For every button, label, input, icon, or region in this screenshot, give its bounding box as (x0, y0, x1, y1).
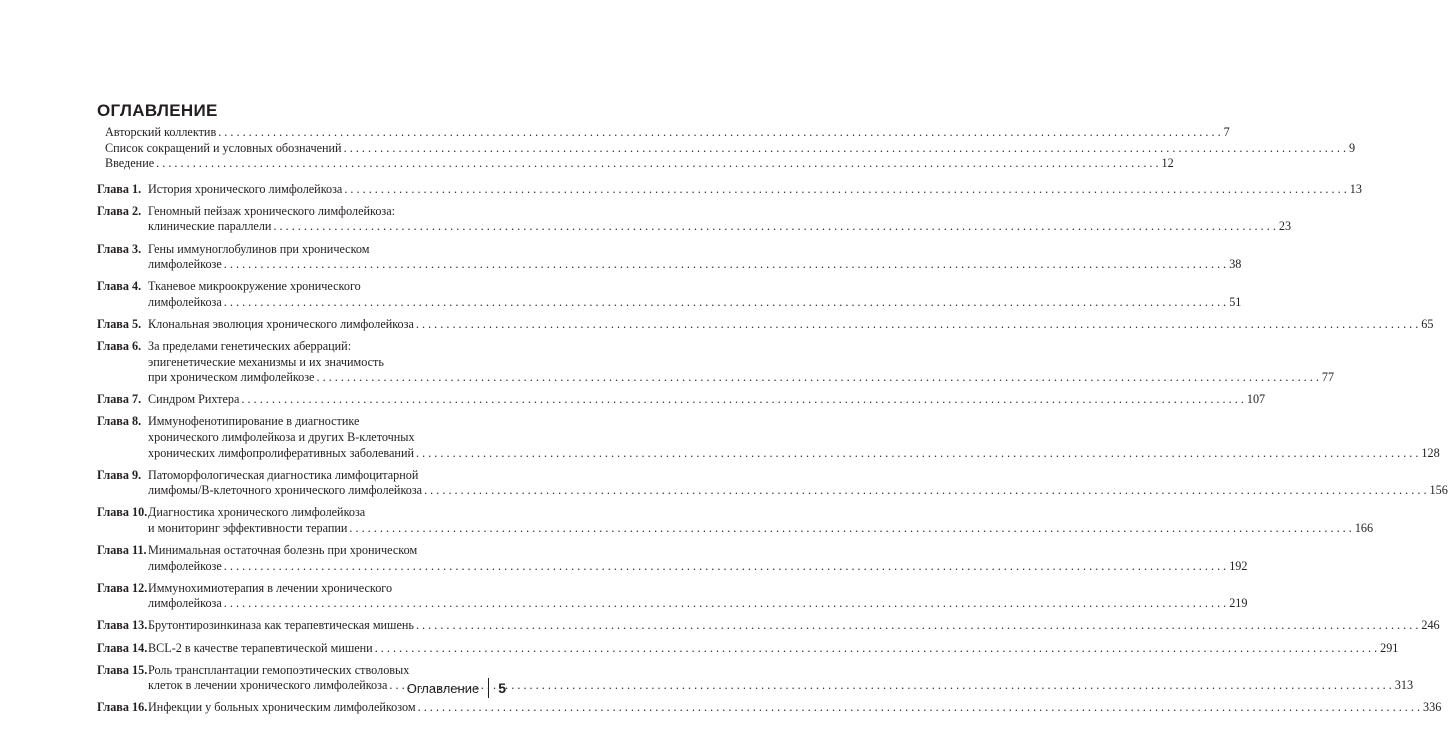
running-footer-title: Оглавление (406, 680, 480, 696)
toc-chapter-entry[interactable] (97, 505, 1374, 536)
toc-chapter-entry[interactable] (97, 181, 1362, 198)
toc-chapter-entry[interactable] (97, 316, 1434, 333)
toc-chapter-label: Глава 16. (97, 700, 148, 715)
toc-chapter-label: Глава 1. (97, 181, 142, 196)
toc-chapter-entry[interactable] (97, 467, 1448, 499)
toc-chapter-title-line: BCL-2 в качестве терапевтической мишени (148, 640, 373, 655)
toc-leader (424, 483, 1426, 499)
toc-chapter-label: Глава 3. (97, 241, 142, 256)
toc-chapter-entry[interactable] (97, 700, 1442, 716)
toc-chapter-title-line: хронического лимфолейкоза и других В-клеточных (148, 430, 415, 444)
toc-leader (241, 392, 1243, 408)
toc-leader (349, 521, 1351, 537)
toc-entry-page: 336 (1423, 700, 1442, 715)
toc-chapter-label: Глава 5. (97, 316, 142, 331)
toc-entry-page: 166 (1354, 520, 1374, 535)
toc-chapter-label: Глава 8. (97, 414, 142, 429)
toc-leader (224, 257, 1226, 273)
page-number: 5 (498, 680, 506, 696)
toc-entry-page: 219 (1229, 596, 1248, 611)
toc-chapter-title-line: Иммунохимиотерапия в лечении хронического (148, 580, 393, 595)
toc-chapter-title-line: лимфолейкоза (148, 294, 222, 309)
toc-chapter-title-line: Клональная эволюция хронического лимфолейкоза (148, 316, 414, 331)
toc-chapter-body (148, 543, 1247, 574)
toc-chapter-label: Глава 4. (97, 279, 142, 294)
toc-chapter-last-line (148, 219, 1291, 235)
toc-chapter-body (148, 414, 1440, 461)
toc-leader (218, 125, 1220, 141)
toc-chapter-last-line (148, 678, 1413, 694)
toc-entry-page: 13 (1349, 181, 1362, 196)
toc-chapter-last-line (148, 521, 1373, 537)
toc-entry-title: Список сокращений и условных обозначений (105, 140, 342, 155)
toc-chapter-body (148, 182, 1362, 198)
toc-chapter-entry[interactable] (97, 279, 1242, 310)
toc-chapter-body (148, 468, 1448, 499)
toc-chapter-title-line: лимфолейкоза (148, 596, 222, 611)
toc-entry-page: 291 (1380, 640, 1399, 655)
toc-chapter-label: Глава 2. (97, 203, 142, 218)
toc-entry-page: 38 (1229, 257, 1242, 272)
toc-chapter-label: Глава 6. (97, 339, 142, 354)
toc-entry-page: 7 (1223, 125, 1230, 139)
toc-chapter-body (148, 242, 1241, 273)
toc-chapter-last-line (148, 392, 1265, 408)
toc-leader (156, 156, 1158, 172)
toc-chapter-entry[interactable] (97, 339, 1335, 386)
toc-entry-page: 313 (1394, 678, 1414, 693)
toc-chapter-last-line (148, 317, 1433, 333)
toc-chapter-body (148, 581, 1247, 612)
toc-chapter-last-line (148, 559, 1247, 575)
toc-chapter-title-line: Тканевое микроокружение хронического (148, 279, 361, 294)
toc-chapter-entry[interactable] (97, 618, 1440, 634)
toc-chapter-title-line: при хроническом лимфолейкозе (148, 370, 315, 385)
toc-chapter-body (148, 392, 1265, 408)
toc-chapter-title-line: История хронического лимфолейкоза (148, 181, 343, 196)
toc-chapter-title-line: лимфомы/В-клеточного хронического лимфолейкоза (148, 483, 423, 498)
toc-chapter-title-line: эпигенетические механизмы и их значимость (148, 354, 384, 369)
toc-chapter-entry[interactable] (97, 392, 1266, 408)
toc-leader (273, 219, 1275, 235)
toc-chapter-label: Глава 11. (97, 543, 147, 558)
toc-leader (416, 446, 1418, 462)
toc-entry-page: 192 (1229, 558, 1248, 573)
toc-chapter-last-line (148, 182, 1362, 198)
toc-chapter-title-line: лимфолейкозе (148, 558, 222, 573)
toc-entry-title: Авторский коллектив (105, 125, 217, 139)
toc-chapter-title-line: Синдром Рихтера (148, 392, 240, 407)
toc-chapter-body (148, 641, 1398, 657)
toc-chapter-last-line (148, 295, 1241, 311)
toc-chapter-title-line: Иммунофенотипирование в диагностике (148, 414, 360, 429)
toc-chapter-title-line: Роль трансплантации гемопоэтических стволовых (148, 662, 410, 677)
toc-chapter-label: Глава 14. (97, 640, 148, 655)
toc-chapter-label: Глава 13. (97, 618, 148, 633)
toc-chapter-title-line: клеток в лечении хронического лимфолейкоза (148, 678, 388, 693)
toc-chapter-last-line (148, 641, 1398, 657)
toc-leader (224, 596, 1226, 612)
toc-chapter-title-line: лимфолейкозе (148, 257, 222, 272)
toc-chapter-label: Глава 7. (97, 392, 142, 407)
toc-leader (224, 559, 1226, 575)
toc-chapter-last-line (148, 700, 1441, 716)
toc-heading: ОГЛАВЛЕНИЕ (97, 101, 218, 120)
toc-entry-page: 51 (1229, 294, 1242, 309)
toc-chapter-body (148, 339, 1334, 386)
toc-chapter-title-line: Патоморфологическая диагностика лимфоцитарной (148, 467, 419, 482)
toc-leader (344, 182, 1346, 198)
toc-chapter-title-line: Минимальная остаточная болезнь при хроническом (148, 543, 418, 558)
toc-leader (224, 295, 1226, 311)
toc-chapter-body (148, 505, 1373, 536)
toc-entry-page: 156 (1429, 483, 1448, 498)
toc-chapter-entry[interactable] (97, 241, 1242, 273)
table-of-contents (97, 125, 1448, 716)
toc-entry-page: 246 (1421, 618, 1440, 633)
toc-entry-page: 65 (1421, 316, 1434, 331)
toc-chapter-title-line: Диагностика хронического лимфолейкоза (148, 505, 366, 520)
toc-chapter-entry[interactable] (97, 543, 1248, 574)
toc-chapter-label: Глава 9. (97, 467, 142, 482)
toc-chapter-title-line: Инфекции у больных хроническим лимфолейкозом (148, 700, 416, 715)
toc-chapter-body (148, 618, 1440, 634)
toc-chapter-title-line: Брутонтирозинкиназа как терапевтическая мишень (148, 618, 414, 633)
toc-chapter-last-line (148, 446, 1440, 462)
toc-chapter-title-line: клинические параллели (148, 219, 272, 234)
page-footer (407, 678, 506, 698)
toc-chapter-label: Глава 12. (97, 580, 148, 595)
toc-chapter-last-line (148, 596, 1247, 612)
toc-entry-page: 9 (1349, 140, 1356, 155)
toc-chapter-last-line (148, 370, 1334, 386)
toc-leader (344, 141, 1346, 157)
toc-chapter-body (148, 204, 1291, 235)
toc-chapter-label: Глава 15. (97, 662, 148, 677)
footer-divider (488, 678, 489, 698)
toc-chapter-entry[interactable] (97, 640, 1399, 657)
toc-chapter-body (148, 663, 1413, 694)
toc-entry-page: 77 (1321, 370, 1335, 385)
toc-chapter-body (148, 317, 1433, 333)
toc-chapter-entry[interactable] (97, 203, 1292, 235)
toc-leader (416, 317, 1418, 333)
toc-front-entry[interactable] (105, 125, 1230, 141)
toc-chapter-entry[interactable] (97, 414, 1440, 461)
toc-leader (389, 678, 1391, 694)
toc-chapter-title-line: и мониторинг эффективности терапии (148, 520, 348, 535)
toc-entry-page: 23 (1278, 219, 1292, 234)
toc-entry-page: 12 (1161, 156, 1174, 171)
toc-chapter-entry[interactable] (97, 580, 1248, 612)
toc-chapter-last-line (148, 483, 1448, 499)
toc-leader (416, 618, 1418, 634)
toc-chapter-body (148, 279, 1241, 310)
toc-entry-page: 128 (1421, 445, 1440, 460)
toc-chapter-title-line: За пределами генетических аберраций: (148, 339, 352, 354)
toc-chapter-body (148, 700, 1441, 716)
toc-front-entry[interactable] (105, 156, 1174, 172)
toc-leader (316, 370, 1318, 386)
toc-entry-title: Введение (105, 156, 155, 171)
toc-chapter-title-line: Геномный пейзаж хронического лимфолейкоза: (148, 203, 396, 218)
toc-leader (375, 641, 1377, 657)
toc-front-entry[interactable] (105, 140, 1356, 157)
toc-chapter-last-line (148, 618, 1440, 634)
toc-chapter-label: Глава 10. (97, 505, 148, 520)
toc-leader (418, 700, 1420, 716)
toc-chapter-title-line: хронических лимфопролиферативных заболеваний (148, 445, 414, 460)
toc-entry-page: 107 (1246, 392, 1266, 407)
toc-chapter-last-line (148, 257, 1241, 273)
toc-chapter-title-line: Гены иммуноглобулинов при хроническом (148, 241, 370, 256)
